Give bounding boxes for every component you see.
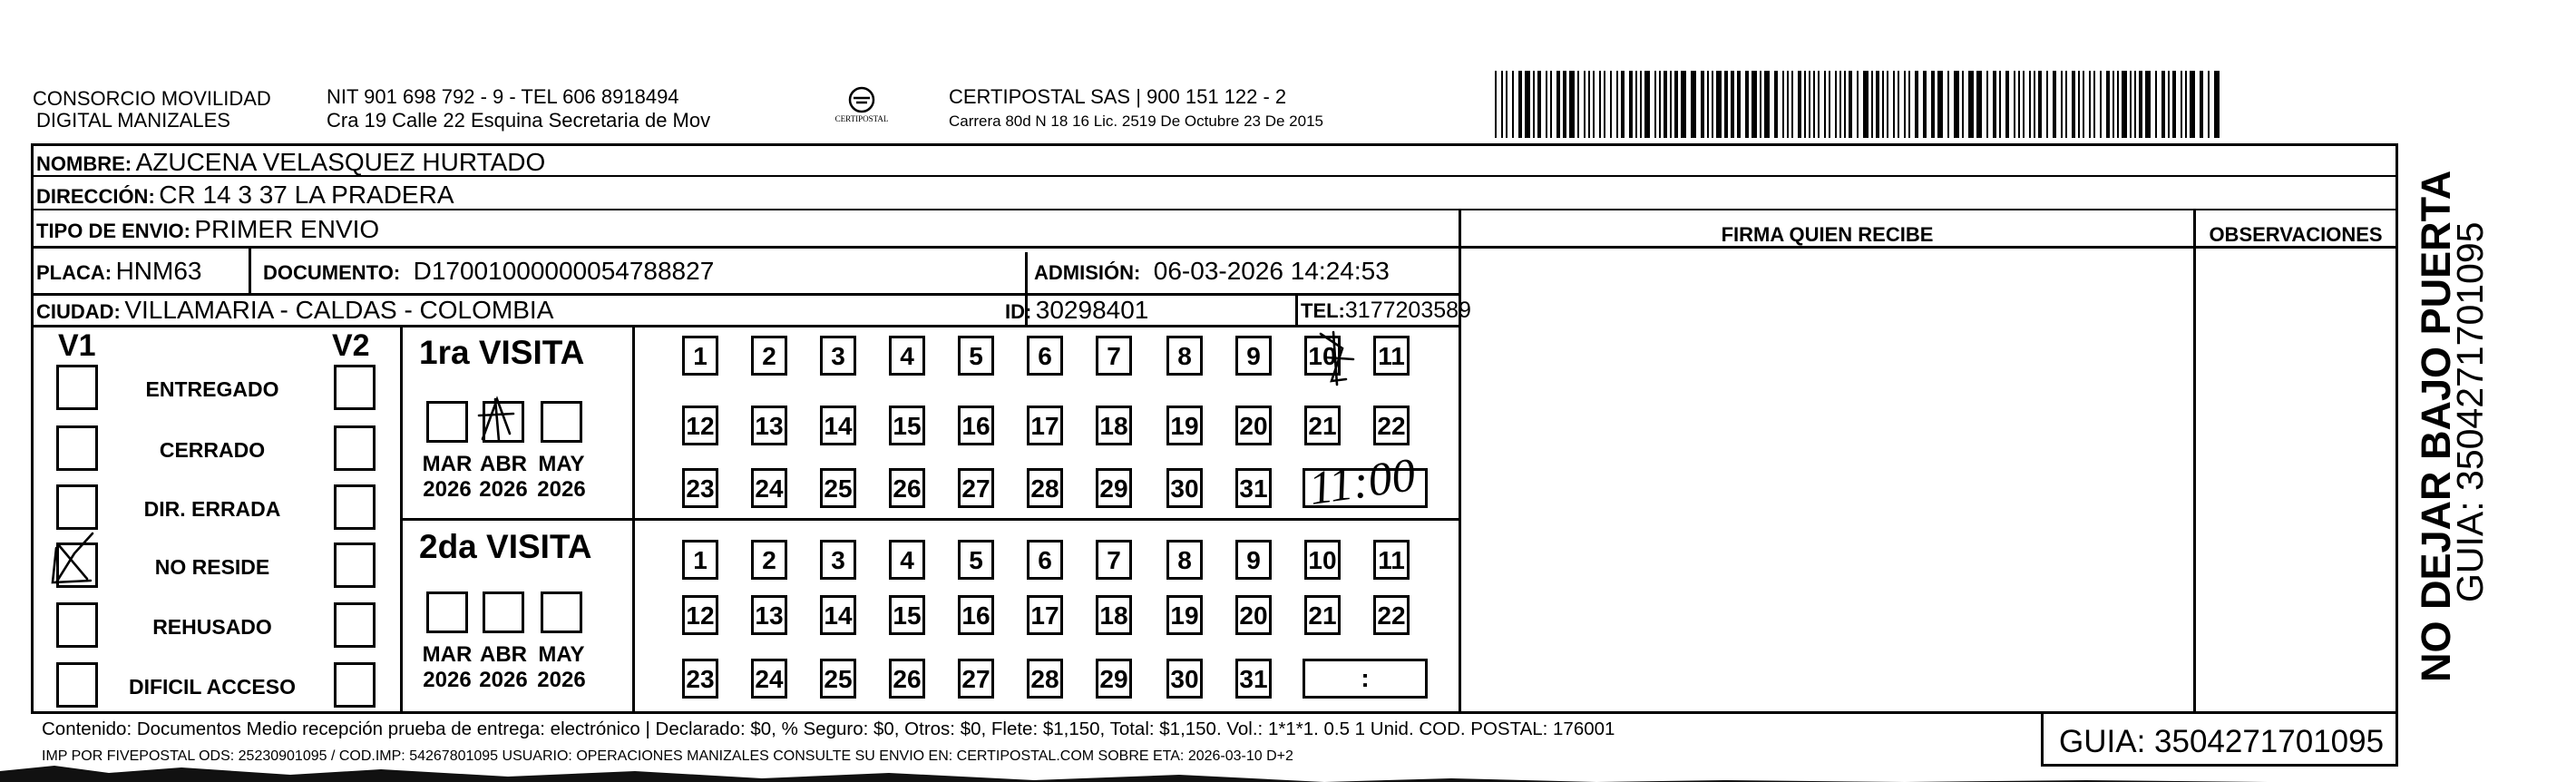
first-visit-title: 1ra VISITA xyxy=(419,334,585,371)
barcode-bar xyxy=(1724,71,1728,138)
barcode-bar xyxy=(1670,71,1672,138)
barcode-bar xyxy=(2065,71,2067,138)
option-label-entregado: ENTREGADO xyxy=(145,377,279,401)
nit-line: NIT 901 698 792 - 9 - TEL 606 8918494 xyxy=(327,85,679,108)
barcode-bar xyxy=(2181,71,2182,138)
barcode-bar xyxy=(1844,71,1846,138)
option-label-no-reside: NO RESIDE xyxy=(154,555,270,579)
second-visit-title: 2da VISITA xyxy=(419,528,592,565)
first-visit-day-14[interactable]: 14 xyxy=(820,406,856,445)
first-visit-month-label-mar xyxy=(419,452,475,503)
second-visit-day-10[interactable]: 10 xyxy=(1304,540,1341,580)
barcode-bar xyxy=(1616,71,1618,138)
barcode-bar xyxy=(1629,71,1633,138)
first-visit-time-box[interactable] xyxy=(1303,468,1428,508)
option-label-rehusado: REHUSADO xyxy=(152,615,272,639)
second-visit-day-30[interactable]: 30 xyxy=(1166,659,1203,699)
second-visit-day-21[interactable]: 21 xyxy=(1304,595,1341,635)
first-visit-day-6[interactable]: 6 xyxy=(1027,336,1063,376)
barcode-bar xyxy=(1829,71,1830,138)
nombre-label: NOMBRE: xyxy=(36,152,132,175)
second-visit-month-checkbox-mar[interactable] xyxy=(426,591,468,633)
barcode-bar xyxy=(1659,71,1661,138)
first-visit-month-checkbox-abr[interactable] xyxy=(483,401,524,443)
barcode-bar xyxy=(1760,71,1761,138)
barcode-bar xyxy=(1809,71,1810,138)
barcode-bar xyxy=(1537,71,1541,138)
first-visit-day-19[interactable]: 19 xyxy=(1166,406,1203,445)
barcode-bar xyxy=(1569,71,1575,138)
barcode-bar xyxy=(1731,71,1734,138)
second-visit-day-2[interactable]: 2 xyxy=(751,540,787,580)
first-visit-day-27[interactable]: 27 xyxy=(958,468,994,508)
ciudad-label: CIUDAD: xyxy=(36,300,121,323)
barcode-bar xyxy=(1621,71,1625,138)
barcode-bar xyxy=(1947,71,1949,138)
barcode-bar xyxy=(2023,71,2025,138)
second-visit-day-20[interactable]: 20 xyxy=(1235,595,1272,635)
barcode-bar xyxy=(1791,71,1793,138)
barcode-bar xyxy=(1893,71,1895,138)
barcode-bar xyxy=(1506,71,1508,138)
second-visit-day-16[interactable]: 16 xyxy=(958,595,994,635)
v2-checkbox-dir-errada[interactable] xyxy=(334,484,376,530)
first-visit-day-8[interactable]: 8 xyxy=(1166,336,1203,376)
time-colon: : xyxy=(1361,664,1370,692)
barcode-bar xyxy=(2145,71,2151,138)
barcode-bar xyxy=(1745,71,1749,138)
second-visit-month-label-may xyxy=(533,642,590,693)
documento-label: DOCUMENTO: xyxy=(263,261,401,284)
barcode-bar xyxy=(2117,71,2119,138)
v2-checkbox-no-reside[interactable] xyxy=(334,543,376,588)
barcode-bar xyxy=(2113,71,2114,138)
barcode-bar xyxy=(1584,71,1586,138)
barcode-bar xyxy=(1849,71,1852,138)
second-visit-day-9[interactable]: 9 xyxy=(1235,540,1272,580)
second-visit-day-23[interactable]: 23 xyxy=(682,659,718,699)
second-visit-day-17[interactable]: 17 xyxy=(1027,595,1063,635)
second-visit-day-28[interactable]: 28 xyxy=(1027,659,1063,699)
tel-label: TEL: xyxy=(1301,299,1345,322)
first-visit-day-26[interactable]: 26 xyxy=(889,468,925,508)
carrier-address: Carrera 80d N 18 16 Lic. 2519 De Octubre 23 De 2015 xyxy=(949,112,1323,130)
month-year: 2026 xyxy=(479,477,528,502)
content-line: Contenido: Documentos Medio recepción prueba de entrega: electrónico | Declarado: $0, % Seguro: $0, Otros: $0, Flete: $1,150, Total: $1,150. Vol.: 1*1*1. 0.5 1 Unid. COD. POSTAL: 176001 xyxy=(42,718,1615,739)
tipo-envio-value: PRIMER ENVIO xyxy=(194,215,380,243)
option-label-cerrado: CERRADO xyxy=(159,438,266,462)
barcode-bar xyxy=(1556,71,1560,138)
barcode-bar xyxy=(2168,71,2170,138)
barcode-bar xyxy=(2072,71,2075,138)
barcode-bar xyxy=(1818,71,1820,138)
first-visit-day-17[interactable]: 17 xyxy=(1027,406,1063,445)
side-guia: GUIA: 3504271701095 xyxy=(2449,221,2491,602)
barcode-bar xyxy=(2122,71,2127,138)
second-visit-day-11[interactable]: 11 xyxy=(1373,540,1410,580)
first-visit-day-24[interactable]: 24 xyxy=(751,468,787,508)
first-visit-day-15[interactable]: 15 xyxy=(889,406,925,445)
barcode-bar xyxy=(1835,71,1837,138)
second-visit-day-8[interactable]: 8 xyxy=(1166,540,1203,580)
barcode-bar xyxy=(1813,71,1815,138)
barcode-bar xyxy=(2172,71,2176,138)
barcode-bar xyxy=(1712,71,1713,138)
second-visit-month-checkbox-may[interactable] xyxy=(541,591,582,633)
barcode-bar xyxy=(1898,71,1899,138)
v1-checkbox-cerrado[interactable] xyxy=(56,425,98,471)
second-visit-day-18[interactable]: 18 xyxy=(1096,595,1132,635)
first-visit-day-3[interactable]: 3 xyxy=(820,336,856,376)
v1-label: V1 xyxy=(58,328,96,363)
second-visit-day-31[interactable]: 31 xyxy=(1235,659,1272,699)
footer-guia: GUIA: 3504271701095 xyxy=(2059,724,2385,759)
barcode-bar xyxy=(1923,71,1927,138)
barcode-bar xyxy=(1876,71,1879,138)
second-visit-time-box[interactable] xyxy=(1303,659,1428,699)
barcode-bar xyxy=(1644,71,1650,138)
barcode-bar xyxy=(2139,71,2142,138)
barcode-bar xyxy=(1563,71,1566,138)
certipostal-logo xyxy=(834,82,889,131)
barcode-bar xyxy=(1546,71,1547,138)
barcode-bar xyxy=(1931,71,1935,138)
option-label-dificil-acceso: DIFICIL ACCESO xyxy=(128,675,296,699)
second-visit-day-12[interactable]: 12 xyxy=(682,595,718,635)
barcode-bar xyxy=(1533,71,1535,138)
barcode-bar xyxy=(1839,71,1841,138)
first-visit-day-7[interactable]: 7 xyxy=(1096,336,1132,376)
v1-checkbox-rehusado[interactable] xyxy=(56,602,98,648)
barcode-bar xyxy=(1798,71,1801,138)
barcode-bar xyxy=(1716,71,1722,138)
second-visit-month-label-mar xyxy=(419,642,475,693)
barcode-bar xyxy=(1701,71,1704,138)
barcode-bar xyxy=(2214,71,2220,138)
barcode xyxy=(1495,71,2220,138)
observaciones-header: OBSERVACIONES xyxy=(2209,223,2383,246)
v1-checkbox-no-reside[interactable] xyxy=(56,543,98,588)
tel-value: 3177203589 xyxy=(1344,298,1471,323)
barcode-bar xyxy=(1691,71,1696,138)
second-visit-month-label-abr xyxy=(475,642,532,693)
ciudad-value: VILLAMARIA - CALDAS - COLOMBIA xyxy=(124,296,554,324)
barcode-bar xyxy=(1525,71,1530,138)
first-visit-day-12[interactable]: 12 xyxy=(682,406,718,445)
barcode-bar xyxy=(2034,71,2035,138)
v2-checkbox-dificil-acceso[interactable] xyxy=(334,662,376,708)
barcode-bar xyxy=(1887,71,1888,138)
month-name: MAR xyxy=(422,642,473,667)
barcode-bar xyxy=(1764,71,1770,138)
barcode-bar xyxy=(2029,71,2031,138)
firma-area[interactable] xyxy=(1465,250,2189,708)
first-visit-day-22[interactable]: 22 xyxy=(1373,406,1410,445)
month-name: ABR xyxy=(480,452,527,476)
first-visit-day-29[interactable]: 29 xyxy=(1096,468,1132,508)
v2-checkbox-cerrado[interactable] xyxy=(334,425,376,471)
barcode-bar xyxy=(1610,71,1612,138)
barcode-bar xyxy=(1495,71,1497,138)
second-visit-day-13[interactable]: 13 xyxy=(751,595,787,635)
month-name: MAR xyxy=(422,452,473,476)
barcode-bar xyxy=(2038,71,2042,138)
second-visit-day-3[interactable]: 3 xyxy=(820,540,856,580)
barcode-bar xyxy=(1635,71,1637,138)
nombre-value: AZUCENA VELASQUEZ HURTADO xyxy=(135,148,546,176)
barcode-bar xyxy=(1993,71,1996,138)
barcode-bar xyxy=(1588,71,1590,138)
second-visit-day-25[interactable]: 25 xyxy=(820,659,856,699)
v1-checkbox-dificil-acceso[interactable] xyxy=(56,662,98,708)
barcode-bar xyxy=(1707,71,1709,138)
barcode-bar xyxy=(1518,71,1522,138)
barcode-bar xyxy=(2089,71,2091,138)
second-visit-day-27[interactable]: 27 xyxy=(958,659,994,699)
barcode-bar xyxy=(1664,71,1667,138)
first-visit-day-10[interactable]: 10 xyxy=(1304,336,1341,376)
barcode-bar xyxy=(2078,71,2080,138)
first-visit-day-13[interactable]: 13 xyxy=(751,406,787,445)
firma-header: FIRMA QUIEN RECIBE xyxy=(1721,223,1934,246)
barcode-bar xyxy=(2018,71,2020,138)
barcode-bar xyxy=(1976,71,1982,138)
org-name-line1: CONSORCIO MOVILIDAD xyxy=(33,87,271,110)
barcode-bar xyxy=(2014,71,2015,138)
v1-checkbox-entregado[interactable] xyxy=(56,365,98,410)
barcode-bar xyxy=(1751,71,1757,138)
month-year: 2026 xyxy=(537,477,586,502)
barcode-bar xyxy=(2200,71,2203,138)
v2-label: V2 xyxy=(332,328,370,363)
barcode-bar xyxy=(1681,71,1686,138)
barcode-bar xyxy=(1774,71,1778,138)
barcode-bar xyxy=(2005,71,2009,138)
first-visit-day-25[interactable]: 25 xyxy=(820,468,856,508)
barcode-bar xyxy=(1593,71,1595,138)
month-name: MAY xyxy=(538,452,585,476)
imp-line: IMP POR FIVEPOSTAL ODS: 25230901095 / COD.IMP: 54267801095 USUARIO: OPERACIONES MANIZALES CONSULTE SU ENVIO EN: CERTIPOSTAL.COM SOBRE ETA: 2026-03-10 D+2 xyxy=(42,748,1293,764)
handwritten-time: 11:00 xyxy=(1305,449,1419,515)
barcode-bar xyxy=(1857,71,1859,138)
v1-checkbox-dir-errada[interactable] xyxy=(56,484,98,530)
month-year: 2026 xyxy=(423,477,472,502)
barcode-bar xyxy=(1882,71,1884,138)
barcode-bar xyxy=(1804,71,1806,138)
barcode-bar xyxy=(1863,71,1869,138)
second-visit-day-15[interactable]: 15 xyxy=(889,595,925,635)
first-visit-day-9[interactable]: 9 xyxy=(1235,336,1272,376)
month-year: 2026 xyxy=(537,668,586,692)
second-visit-day-26[interactable]: 26 xyxy=(889,659,925,699)
barcode-bar xyxy=(1915,71,1918,138)
first-visit-day-20[interactable]: 20 xyxy=(1235,406,1272,445)
barcode-bar xyxy=(1986,71,1988,138)
first-visit-day-18[interactable]: 18 xyxy=(1096,406,1132,445)
first-visit-day-31[interactable]: 31 xyxy=(1235,468,1272,508)
first-visit-month-checkbox-may[interactable] xyxy=(541,401,582,443)
carrier-line: CERTIPOSTAL SAS | 900 151 122 - 2 xyxy=(949,85,1287,108)
first-visit-month-checkbox-mar[interactable] xyxy=(426,401,468,443)
barcode-bar xyxy=(1954,71,1959,138)
second-visit-day-14[interactable]: 14 xyxy=(820,595,856,635)
id-value: 30298401 xyxy=(1035,296,1149,324)
barcode-bar xyxy=(1550,71,1552,138)
placa-label: PLACA: xyxy=(36,261,112,284)
second-visit-day-7[interactable]: 7 xyxy=(1096,540,1132,580)
barcode-bar xyxy=(1512,71,1514,138)
barcode-bar xyxy=(2161,71,2165,138)
v2-checkbox-entregado[interactable] xyxy=(334,365,376,410)
torn-edge xyxy=(0,760,2576,782)
first-visit-day-2[interactable]: 2 xyxy=(751,336,787,376)
barcode-bar xyxy=(2061,71,2063,138)
month-year: 2026 xyxy=(423,668,472,692)
barcode-bar xyxy=(1999,71,2001,138)
first-visit-day-28[interactable]: 28 xyxy=(1027,468,1063,508)
first-visit-day-5[interactable]: 5 xyxy=(958,336,994,376)
barcode-bar xyxy=(1968,71,1974,138)
barcode-bar xyxy=(1782,71,1784,138)
observaciones-area[interactable] xyxy=(2199,250,2391,708)
second-visit-day-4[interactable]: 4 xyxy=(889,540,925,580)
placa-value: HNM63 xyxy=(115,257,202,285)
direccion-label: DIRECCIÓN: xyxy=(36,185,155,208)
first-visit-day-16[interactable]: 16 xyxy=(958,406,994,445)
month-name: MAY xyxy=(538,642,585,667)
month-year: 2026 xyxy=(479,668,528,692)
barcode-bar xyxy=(1674,71,1678,138)
barcode-bar xyxy=(1787,71,1789,138)
id-label: ID: xyxy=(1005,300,1032,323)
address-line: Cra 19 Calle 22 Esquina Secretaria de Mov xyxy=(327,109,711,132)
barcode-bar xyxy=(2046,71,2048,138)
first-visit-day-11[interactable]: 11 xyxy=(1373,336,1410,376)
org-name-line2: DIGITAL MANIZALES xyxy=(36,109,230,132)
barcode-bar xyxy=(1908,71,1910,138)
barcode-bar xyxy=(2093,71,2095,138)
barcode-bar xyxy=(2155,71,2157,138)
admision-value: 06-03-2026 14:24:53 xyxy=(1153,257,1390,285)
second-visit-day-29[interactable]: 29 xyxy=(1096,659,1132,699)
barcode-bar xyxy=(1962,71,1964,138)
barcode-bar xyxy=(2053,71,2056,138)
barcode-bar xyxy=(2134,71,2136,138)
barcode-bar xyxy=(2190,71,2195,138)
second-visit-day-6[interactable]: 6 xyxy=(1027,540,1063,580)
barcode-bar xyxy=(2130,71,2132,138)
logo-text: CERTIPOSTAL xyxy=(834,114,889,123)
second-visit-day-5[interactable]: 5 xyxy=(958,540,994,580)
second-visit-day-22[interactable]: 22 xyxy=(1373,595,1410,635)
barcode-bar xyxy=(1654,71,1656,138)
first-visit-day-23[interactable]: 23 xyxy=(682,468,718,508)
first-visit-day-21[interactable]: 21 xyxy=(1304,406,1341,445)
first-visit-month-label-abr xyxy=(475,452,532,503)
admision-label: ADMISIÓN: xyxy=(1034,261,1141,284)
direccion-value: CR 14 3 37 LA PRADERA xyxy=(159,181,454,209)
barcode-bar xyxy=(1604,71,1605,138)
barcode-bar xyxy=(2106,71,2110,138)
month-name: ABR xyxy=(480,642,527,667)
first-visit-day-30[interactable]: 30 xyxy=(1166,468,1203,508)
barcode-bar xyxy=(1824,71,1826,138)
second-visit-day-19[interactable]: 19 xyxy=(1166,595,1203,635)
barcode-bar xyxy=(1599,71,1601,138)
second-visit-month-checkbox-abr[interactable] xyxy=(483,591,524,633)
barcode-bar xyxy=(2083,71,2084,138)
barcode-bar xyxy=(1737,71,1741,138)
barcode-bar xyxy=(2100,71,2102,138)
barcode-bar xyxy=(2208,71,2210,138)
v2-checkbox-rehusado[interactable] xyxy=(334,602,376,648)
second-visit-day-24[interactable]: 24 xyxy=(751,659,787,699)
side-warning: NO DEJAR BAJO PUERTA xyxy=(2413,170,2459,682)
barcode-bar xyxy=(2185,71,2187,138)
barcode-bar xyxy=(1577,71,1579,138)
barcode-bar xyxy=(1937,71,1943,138)
tipo-envio-label: TIPO DE ENVIO: xyxy=(36,220,190,242)
first-visit-month-label-may xyxy=(533,452,590,503)
barcode-bar xyxy=(1640,71,1642,138)
first-visit-day-1[interactable]: 1 xyxy=(682,336,718,376)
second-visit-day-1[interactable]: 1 xyxy=(682,540,718,580)
barcode-bar xyxy=(1871,71,1873,138)
barcode-bar xyxy=(1904,71,1906,138)
barcode-bar xyxy=(1501,71,1503,138)
documento-value: D17001000000054788827 xyxy=(413,257,715,285)
first-visit-day-4[interactable]: 4 xyxy=(889,336,925,376)
option-label-dir-errada: DIR. ERRADA xyxy=(143,497,281,521)
